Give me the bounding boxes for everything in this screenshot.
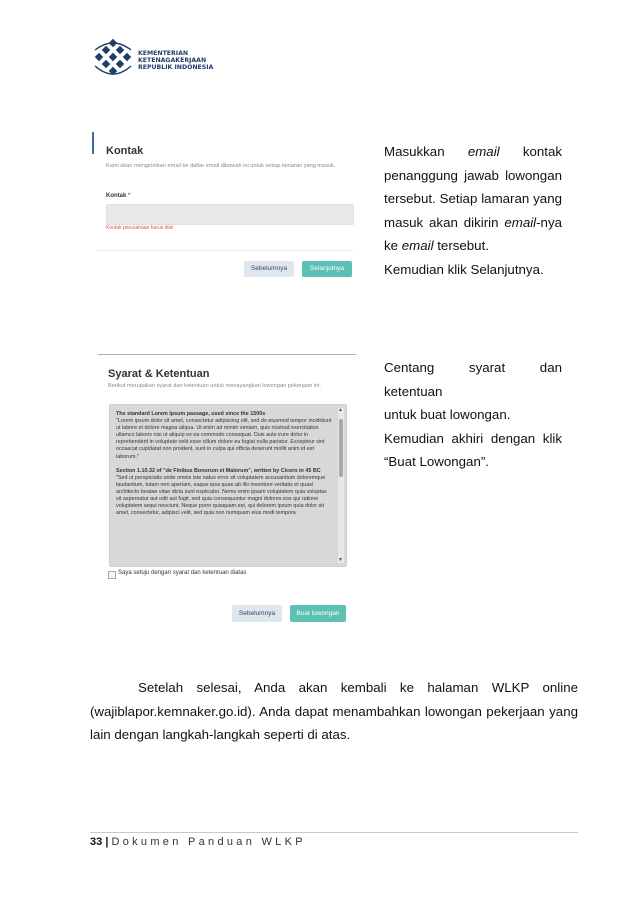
terms-section-1-text: "Lorem ipsum dolor sit amet, consectetur adipiscing elit, sed do eiusmod tempor incididunt ut labore et dolore magna aliqua. Ut enim ad minim veniam, quis nostrud exercitation ullamco laboris nisi ut aliquip ex ea commodo consequat. Duis aute irure dolor in reprehenderit in voluptate velit esse cillum dolore eu fugiat nulla pariatur. Excepteur sint occaecat cupidatat non proident, sunt in culpa qui officia deserunt mollit anim id est laborum." [116,418,332,460]
ministry-logo [92,38,214,80]
terms-text [116,411,332,524]
page-footer [90,836,306,848]
instruction-paragraph-1 [384,140,562,281]
kontak-description: Kami akan mengirimkan email ke daftar email dibawah ini untuk setiap lamaran yang masuk. [106,163,336,169]
p1-line-3: tersebut. Setiap lamaran yang [384,191,562,206]
terms-section-2-text: "Sed ut perspiciatis unde omnis iste natus error sit voluptatem accusantium doloremque laudantium, totam rem aperiam, eaque ipsa quae ab illo inventore veritatis et quasi architecto beatae vitae dicta sunt explicabo. Nemo enim ipsam voluptatem quia voluptas sit aspernatur aut odit aut fugit, sed quia consequuntur magni dolores eos qui ratione voluptatem sequi nesciunt. Neque porro quisquam est, qui dolorem ipsum quia dolor sit amet, consectetur, adipisci velit, sed quia non numquam eius modi tempora [116,474,327,517]
previous-button[interactable]: Sebelumnya [232,605,282,622]
p2-line-4: “Buat Lowongan”. [384,454,489,469]
scroll-up-arrow-icon[interactable]: ▲ [338,407,343,413]
next-button[interactable]: Selanjutnya [302,261,352,277]
kontak-input[interactable] [106,204,354,225]
terms-scroll-box[interactable] [109,404,347,567]
ministry-emblem-icon [92,38,134,80]
page-number: 33 [90,836,103,848]
footer-title: Dokumen Panduan WLKP [111,836,306,848]
logo-text [138,50,213,72]
p1-line-1: Masukkan email kontak [384,144,563,159]
form-divider [96,250,354,251]
kontak-title: Kontak [106,145,144,157]
section-accent-bar [92,132,94,154]
scrollbar-thumb[interactable] [339,419,343,477]
required-mark: * [128,193,131,199]
syarat-title: Syarat & Ketentuan [108,368,210,380]
terms-section-2-title: Section 1.10.32 of "de Finibus Bonorum et Malorum", written by Cicero in 45 BC [116,467,321,474]
section-top-line [98,354,356,355]
closing-paragraph [90,676,578,747]
previous-button[interactable]: Sebelumnya [244,261,294,277]
logo-line-3: REPUBLIK INDONESIA [138,64,214,72]
agree-checkbox-label: Saya setuju dengan syarat dan ketentuan diatas [118,570,247,576]
terms-section-1-title: The standard Lorem Ipsum passage, used since the 1500s [116,411,266,417]
p1-line-6: Kemudian klik Selanjutnya. [384,261,544,277]
kontak-label-text: Kontak [106,193,127,199]
instruction-paragraph-2 [384,356,562,474]
scroll-down-arrow-icon[interactable]: ▼ [338,557,343,563]
logo-line-1: KEMENTERIAN [138,50,189,57]
p1-line-5: ke email tersebut. [384,238,489,253]
footer-separator: | [105,836,109,848]
kontak-error-message: Kontak perusahaan harus diisi [106,225,174,231]
logo-line-2: KETENAGAKERJAAN [138,57,207,65]
syarat-description: Berikut merupakan syarat dan ketentuan untuk menayangkan lowongan pekerjaan ini. [108,383,322,389]
p2-line-3: Kemudian akhiri dengan klik [384,430,562,446]
kontak-field-label [106,193,130,199]
p2-line-2: untuk buat lowongan. [384,407,511,422]
create-vacancy-button[interactable]: Buat lowongan [290,605,346,622]
p1-line-4: masuk akan dikirin email-nya [384,214,562,230]
p2-line-1: Centang syarat dan ketentuan [384,360,562,399]
p1-line-2: penanggung jawab lowongan [384,167,562,183]
footer-divider [90,832,578,833]
closing-paragraph-text: Setelah selesai, Anda akan kembali ke halaman WLKP online (wajiblapor.kemnaker.go.id). Anda dapat menambahkan lowongan pekerjaan yang lain dengan langkah-langkah seperti di atas. [90,680,578,742]
syarat-form-screenshot [98,354,356,626]
kontak-form-screenshot [92,132,356,284]
agree-checkbox[interactable] [108,571,116,579]
